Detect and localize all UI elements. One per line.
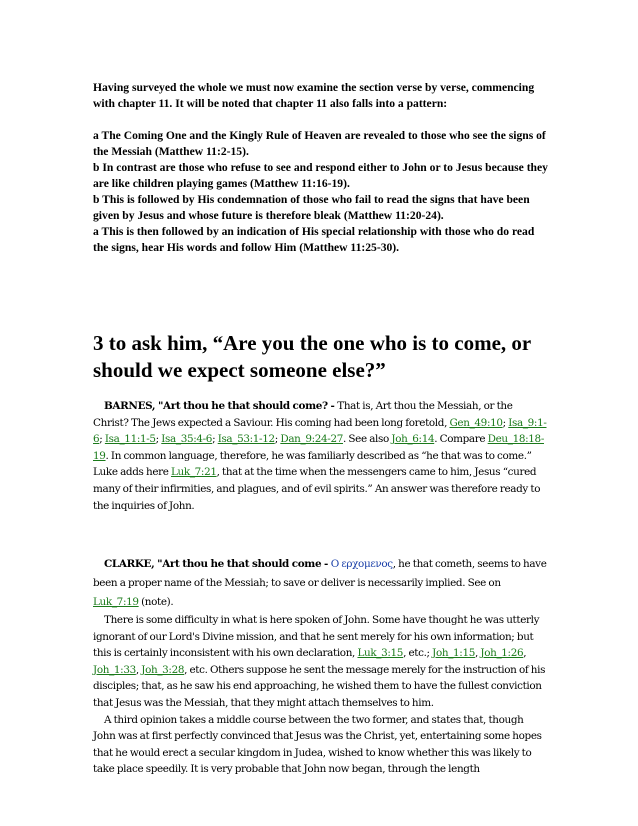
outline-item: b In contrast are those who refuse to see and respond either to John or to Jesus because they are like children playing games (Matthew 11:16-19). xyxy=(93,161,548,190)
text: (note). xyxy=(138,596,174,608)
text: , etc. Others suppose he sent the message merely for the instruction of his disciples; that, as he saw his end approaching, he wished them to have the fullest conviction that Jesus was the Messiah, that they might attach themselves to him. xyxy=(93,663,546,709)
spacer xyxy=(93,112,548,128)
separator: ; xyxy=(155,433,162,446)
outline-item: b This is followed by His condemnation of those who fail to read the signs that have been given by Jesus and whose future is therefore bleak (Matthew 11:20-24). xyxy=(93,193,530,222)
text: That is, Art thou the Messiah, or the Christ? The Jews expected a Saviour. His coming had been long foretold, xyxy=(93,400,513,429)
text: . See also xyxy=(342,433,392,446)
clarke-paragraph xyxy=(93,612,548,712)
text: . Compare xyxy=(434,433,488,446)
scripture-link[interactable]: Joh_1:15 xyxy=(432,647,475,660)
scripture-link[interactable]: Joh_3:28 xyxy=(141,663,185,676)
clarke-commentary xyxy=(93,555,548,778)
verse-heading: 3 to ask him, “Are you the one who is to come, or should we expect someone else?” xyxy=(93,331,531,382)
intro-paragraph: Having surveyed the whole we must now examine the section verse by verse, commencing with chapter 11. It will be noted that chapter 11 also falls into a pattern: xyxy=(93,81,535,110)
scripture-link[interactable]: Dan_9:24-27 xyxy=(280,433,343,446)
commentary-lead: CLARKE, "Art thou he that should come - xyxy=(104,558,331,570)
barnes-commentary xyxy=(93,398,548,514)
commentary-lead: BARNES, "Art thou he that should come? - xyxy=(104,400,338,412)
clarke-paragraph xyxy=(93,555,548,612)
scripture-link[interactable]: Isa_11:1-5 xyxy=(104,433,156,446)
text: , etc.; xyxy=(403,647,433,660)
scripture-link[interactable]: Deu_18:18-19 xyxy=(93,433,544,462)
scripture-link[interactable]: Isa_9:1-6 xyxy=(93,416,547,446)
scripture-link[interactable]: Luk_7:21 xyxy=(170,466,217,479)
separator: ; xyxy=(274,433,281,446)
text: , he that cometh, seems to have been a proper name of the Messiah; to save or deliver is necessarily implied. See on xyxy=(93,558,547,589)
separator: ; xyxy=(212,433,218,446)
outline-item: a The Coming One and the Kingly Rule of Heaven are revealed to those who see the signs of the Messiah (Matthew 11:2-15). xyxy=(93,129,546,158)
scripture-link[interactable]: Luk_3:15 xyxy=(357,647,404,660)
outline-item: a This is then followed by an indication of His special relationship with those who do read the signs, hear His words and follow Him (Matthew 11:25-30). xyxy=(93,225,535,254)
scripture-link[interactable]: Joh_6:14 xyxy=(391,433,435,446)
scripture-link[interactable]: Isa_35:4-6 xyxy=(161,433,213,446)
clarke-paragraph: A third opinion takes a middle course between the two former, and states that, though John was at first perfectly convinced that Jesus was the Christ, yet, entertaining some hopes that he would erect a secular kingdom in Judea, wished to know whether this was likely to take place speedily. It is very probable that John now began, through the length xyxy=(93,713,542,776)
barnes-paragraph xyxy=(93,398,548,514)
scripture-link[interactable]: Gen_49:10 xyxy=(449,416,503,429)
separator: ; xyxy=(502,416,509,429)
text: . In common language, therefore, he was familiarly described as “he that was to come.” Luke adds here xyxy=(93,449,532,479)
greek-term: Ο ερχομενος xyxy=(330,558,393,570)
separator: , xyxy=(135,663,142,676)
section-outline xyxy=(93,80,548,256)
separator: , xyxy=(523,647,527,660)
separator: ; xyxy=(99,433,105,446)
scripture-link[interactable]: Joh_1:26 xyxy=(480,647,524,660)
scripture-link[interactable]: Luk_7:19 xyxy=(93,596,139,608)
text: There is some difficulty in what is here spoken of John. Some have thought he was utterly ignorant of our Lord's Divine mission, and that he sent merely for his own information; but this is certainly inconsistent with his own declaration, xyxy=(93,614,540,660)
text: , that at the time when the messengers came to him, Jesus “cured many of their infirmities, and plagues, and of evil spirits.” An answer was therefore ready to the inquiries of John. xyxy=(93,466,541,512)
scripture-link[interactable]: Isa_53:1-12 xyxy=(217,433,275,446)
scripture-link[interactable]: Joh_1:33 xyxy=(93,663,136,676)
separator: , xyxy=(474,647,481,660)
